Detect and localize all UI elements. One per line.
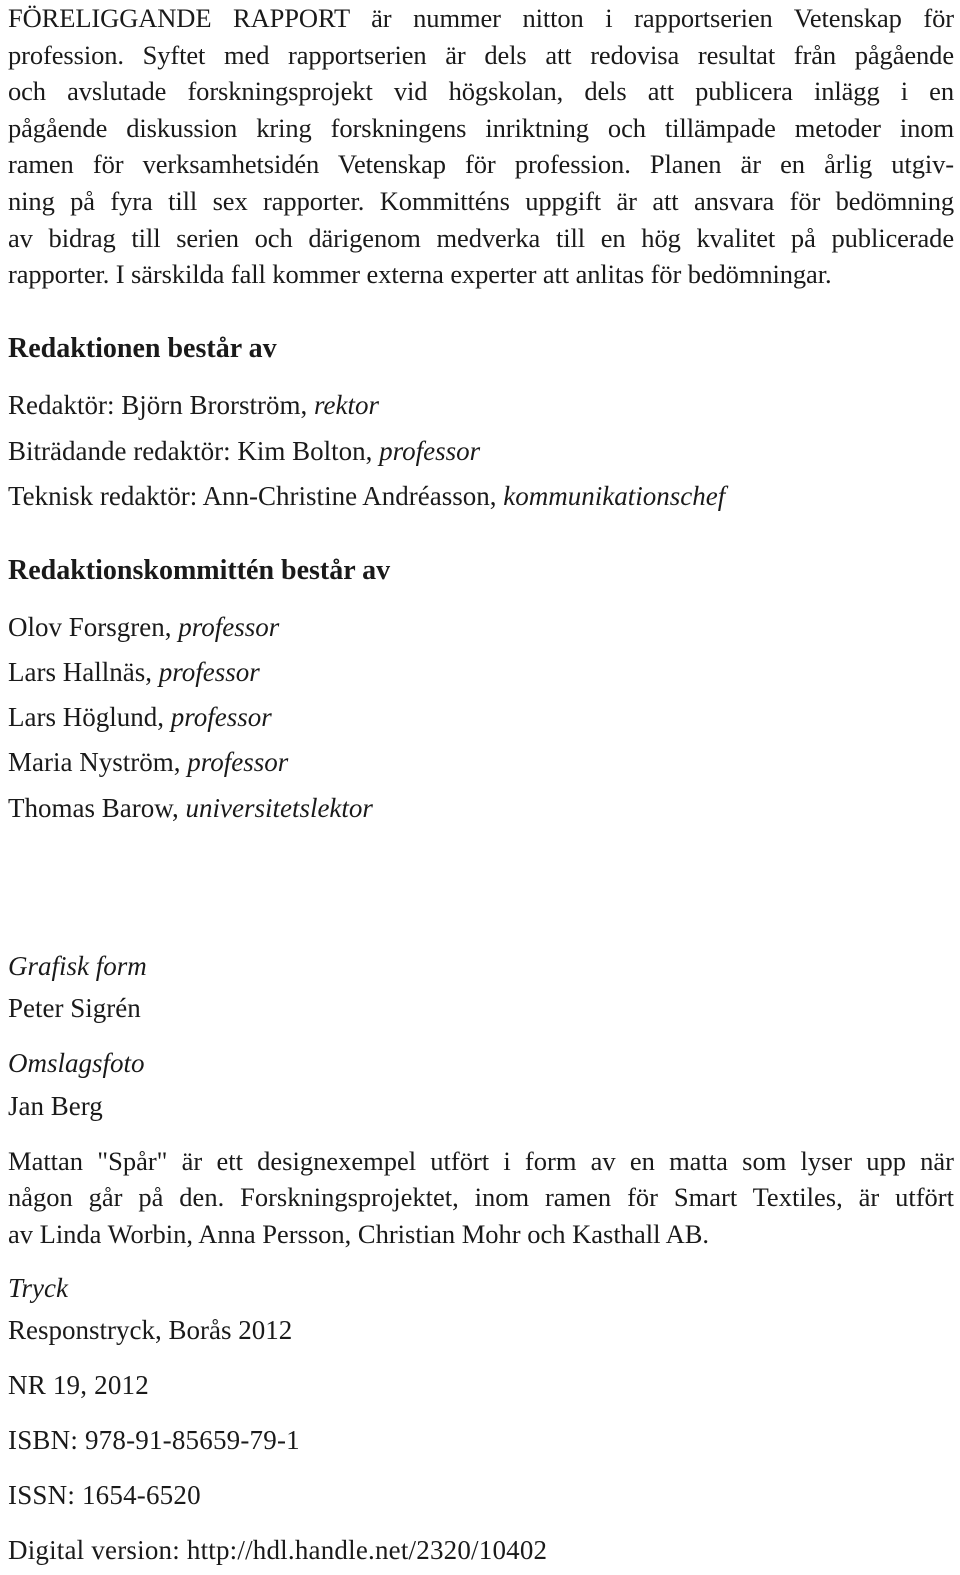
committee-member <box>8 745 288 779</box>
digital-version-link[interactable]: Digital version: http://hdl.handle.net/2320/10402 <box>8 1535 548 1565</box>
committee-member <box>8 700 272 734</box>
photo-name: Jan Berg <box>8 1091 103 1121</box>
editorial-member <box>8 479 725 513</box>
photo-label <box>8 1046 145 1080</box>
member-name: Lars Hallnäs, <box>8 657 159 687</box>
design-label-text: Grafisk form <box>8 951 147 981</box>
intro-line: ning på fyra till sex rapporter. Kommitténs uppgift är att ansvara för bedömning <box>8 185 954 216</box>
member-role: Redaktör: Björn Brorström, <box>8 390 314 420</box>
print-label <box>8 1271 68 1305</box>
intro-line: profession. Syftet med rapportserien är dels att redovisa resultat från pågående <box>8 39 954 70</box>
intro-line: ramen för verksamhetsidén Vetenskap för profession. Planen är en årlig utgiv- <box>8 149 954 180</box>
member-name: Maria Nyström, <box>8 747 188 777</box>
issn: ISSN: 1654-6520 <box>8 1480 201 1510</box>
design-label <box>8 949 147 983</box>
cover-description <box>8 1143 954 1252</box>
intro-line: pågående diskussion kring forskningens inriktning och tillämpade metoder inom <box>8 112 954 143</box>
isbn: ISBN: 978-91-85659-79-1 <box>8 1425 300 1455</box>
member-title: professor <box>158 657 260 687</box>
editorial-heading: Redaktionen består av <box>8 333 277 364</box>
description-line: av Linda Worbin, Anna Persson, Christian Mohr och Kasthall AB. <box>8 1218 710 1249</box>
member-role: Teknisk redaktör: Ann-Christine Andréasson, <box>8 481 504 511</box>
editorial-member <box>8 388 379 422</box>
description-line: Mattan "Spår" är ett designexempel utfört i form av en matta som lyser upp när <box>8 1146 954 1176</box>
printer: Responstryck, Borås 2012 <box>8 1315 293 1345</box>
member-name: Olov Forsgren, <box>8 612 179 642</box>
committee-member <box>8 610 279 644</box>
committee-member <box>8 791 373 825</box>
series-intro-paragraph <box>8 0 954 293</box>
design-name: Peter Sigrén <box>8 993 141 1023</box>
member-title: professor <box>178 612 280 642</box>
member-title: professor <box>170 702 272 732</box>
member-title: kommunikationschef <box>503 481 726 511</box>
intro-line: av bidrag till serien och därigenom medverka till en hög kvalitet på publicerade <box>8 222 954 253</box>
print-label-text: Tryck <box>8 1273 68 1303</box>
intro-line: och avslutade forskningsprojekt vid högskolan, dels att publicera inlägg i en <box>8 76 954 107</box>
description-line: någon går på den. Forskningsprojektet, inom ramen för Smart Textiles, är utfört <box>8 1182 954 1213</box>
editorial-member <box>8 434 480 468</box>
member-title: professor <box>379 436 481 466</box>
member-name: Thomas Barow, <box>8 793 186 823</box>
member-title: professor <box>187 747 289 777</box>
photo-label-text: Omslagsfoto <box>8 1048 145 1078</box>
report-number: NR 19, 2012 <box>8 1370 149 1400</box>
committee-heading: Redaktionskommittén består av <box>8 555 391 586</box>
member-name: Lars Höglund, <box>8 702 171 732</box>
member-role: Biträdande redaktör: Kim Bolton, <box>8 436 380 466</box>
member-title: rektor <box>313 390 379 420</box>
committee-member <box>8 655 260 689</box>
member-title: universitetslektor <box>185 793 373 823</box>
intro-line: FÖRELIGGANDE RAPPORT är nummer nitton i rapportserien Vetenskap för <box>8 3 954 33</box>
intro-line: rapporter. I särskilda fall kommer externa experter att anlitas för bedömningar. <box>8 259 832 290</box>
